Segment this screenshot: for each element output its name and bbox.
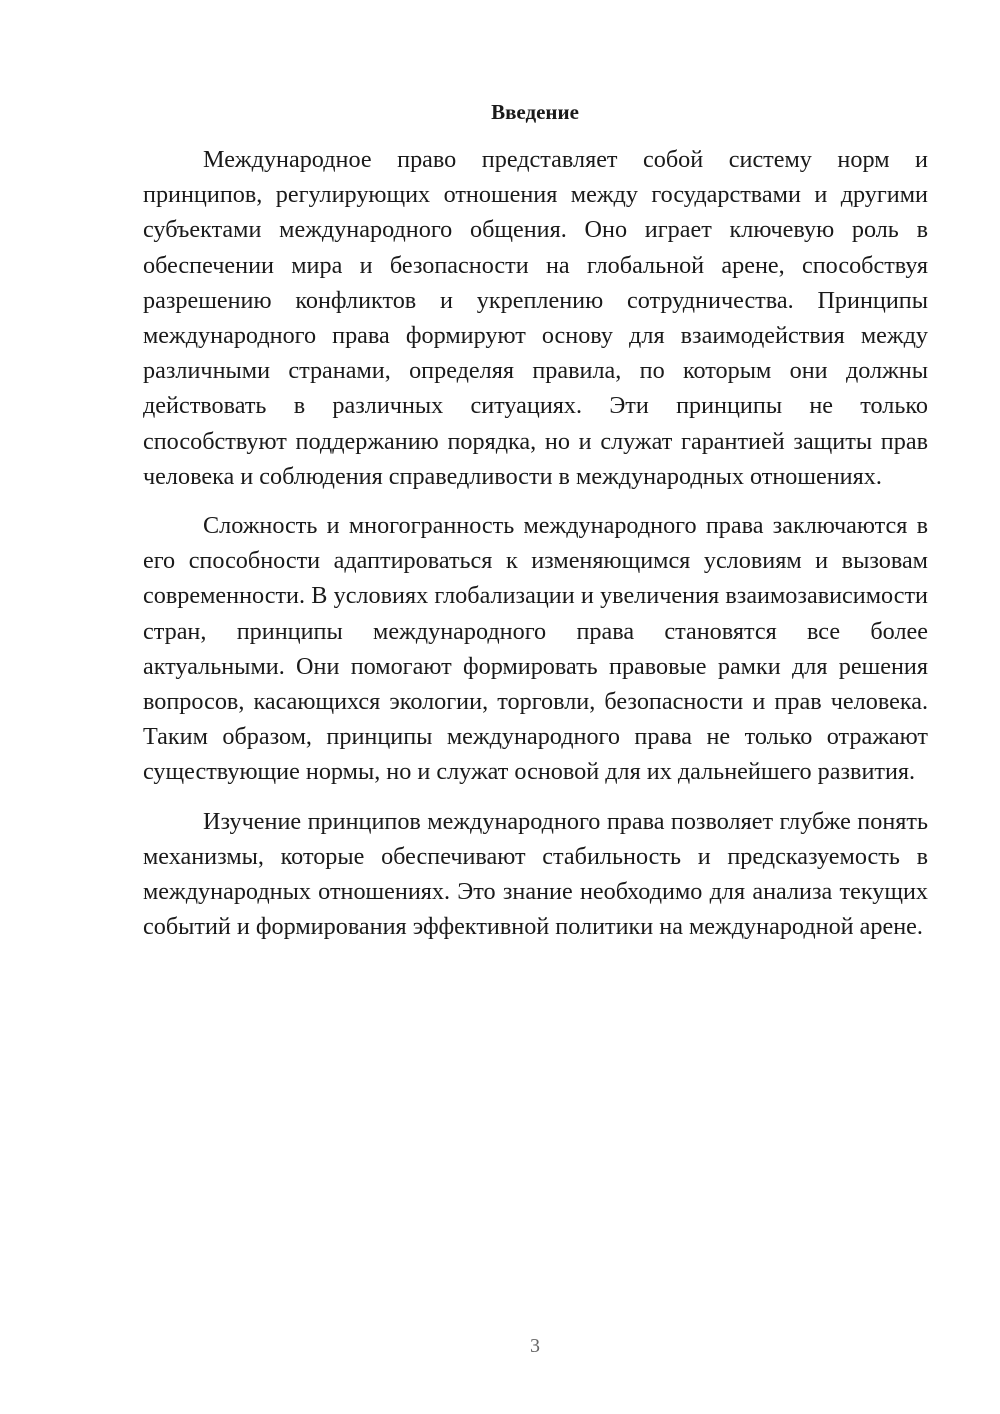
paragraph-3: Изучение принципов международного права позволяет глубже понять механизмы, которые обеспечивают стабильность и предсказуемость в международных отношениях. Это знание необходимо для анализа текущих событий и формирования эффективной политики на международной арене. [143,807,928,941]
page-number: 3 [530,1335,540,1357]
paragraph-2: Сложность и многогранность международного права заключаются в его способности адаптироваться к изменяющимся условиям и вызовам современности. В условиях глобализации и увеличения взаимозависимости стран, принципы международного права становятся все более актуальными. Они помогают формировать правовые рамки для решения вопросов, касающихся экологии, торговли, безопасности и прав человека. Таким образом, принципы международного права не только отражают существующие нормы, но и служат основой для их дальнейшего развития. [143,512,928,786]
body-text [143,142,928,944]
paragraph-1: Международное право представляет собой систему норм и принципов, регулирующих отношения между государствами и другими субъектами международного общения. Оно играет ключевую роль в обеспечении мира и безопасности на глобальной арене, способствуя разрешению конфликтов и укреплению сотрудничества. Принципы международного права формируют основу для взаимодействия между различными странами, определяя правила, по которым они должны действовать в различных ситуациях. Эти принципы не только способствуют поддержанию порядка, но и служат гарантией защиты прав человека и соблюдения справедливости в международных отношениях. [143,146,928,490]
section-title: Введение [491,100,579,124]
